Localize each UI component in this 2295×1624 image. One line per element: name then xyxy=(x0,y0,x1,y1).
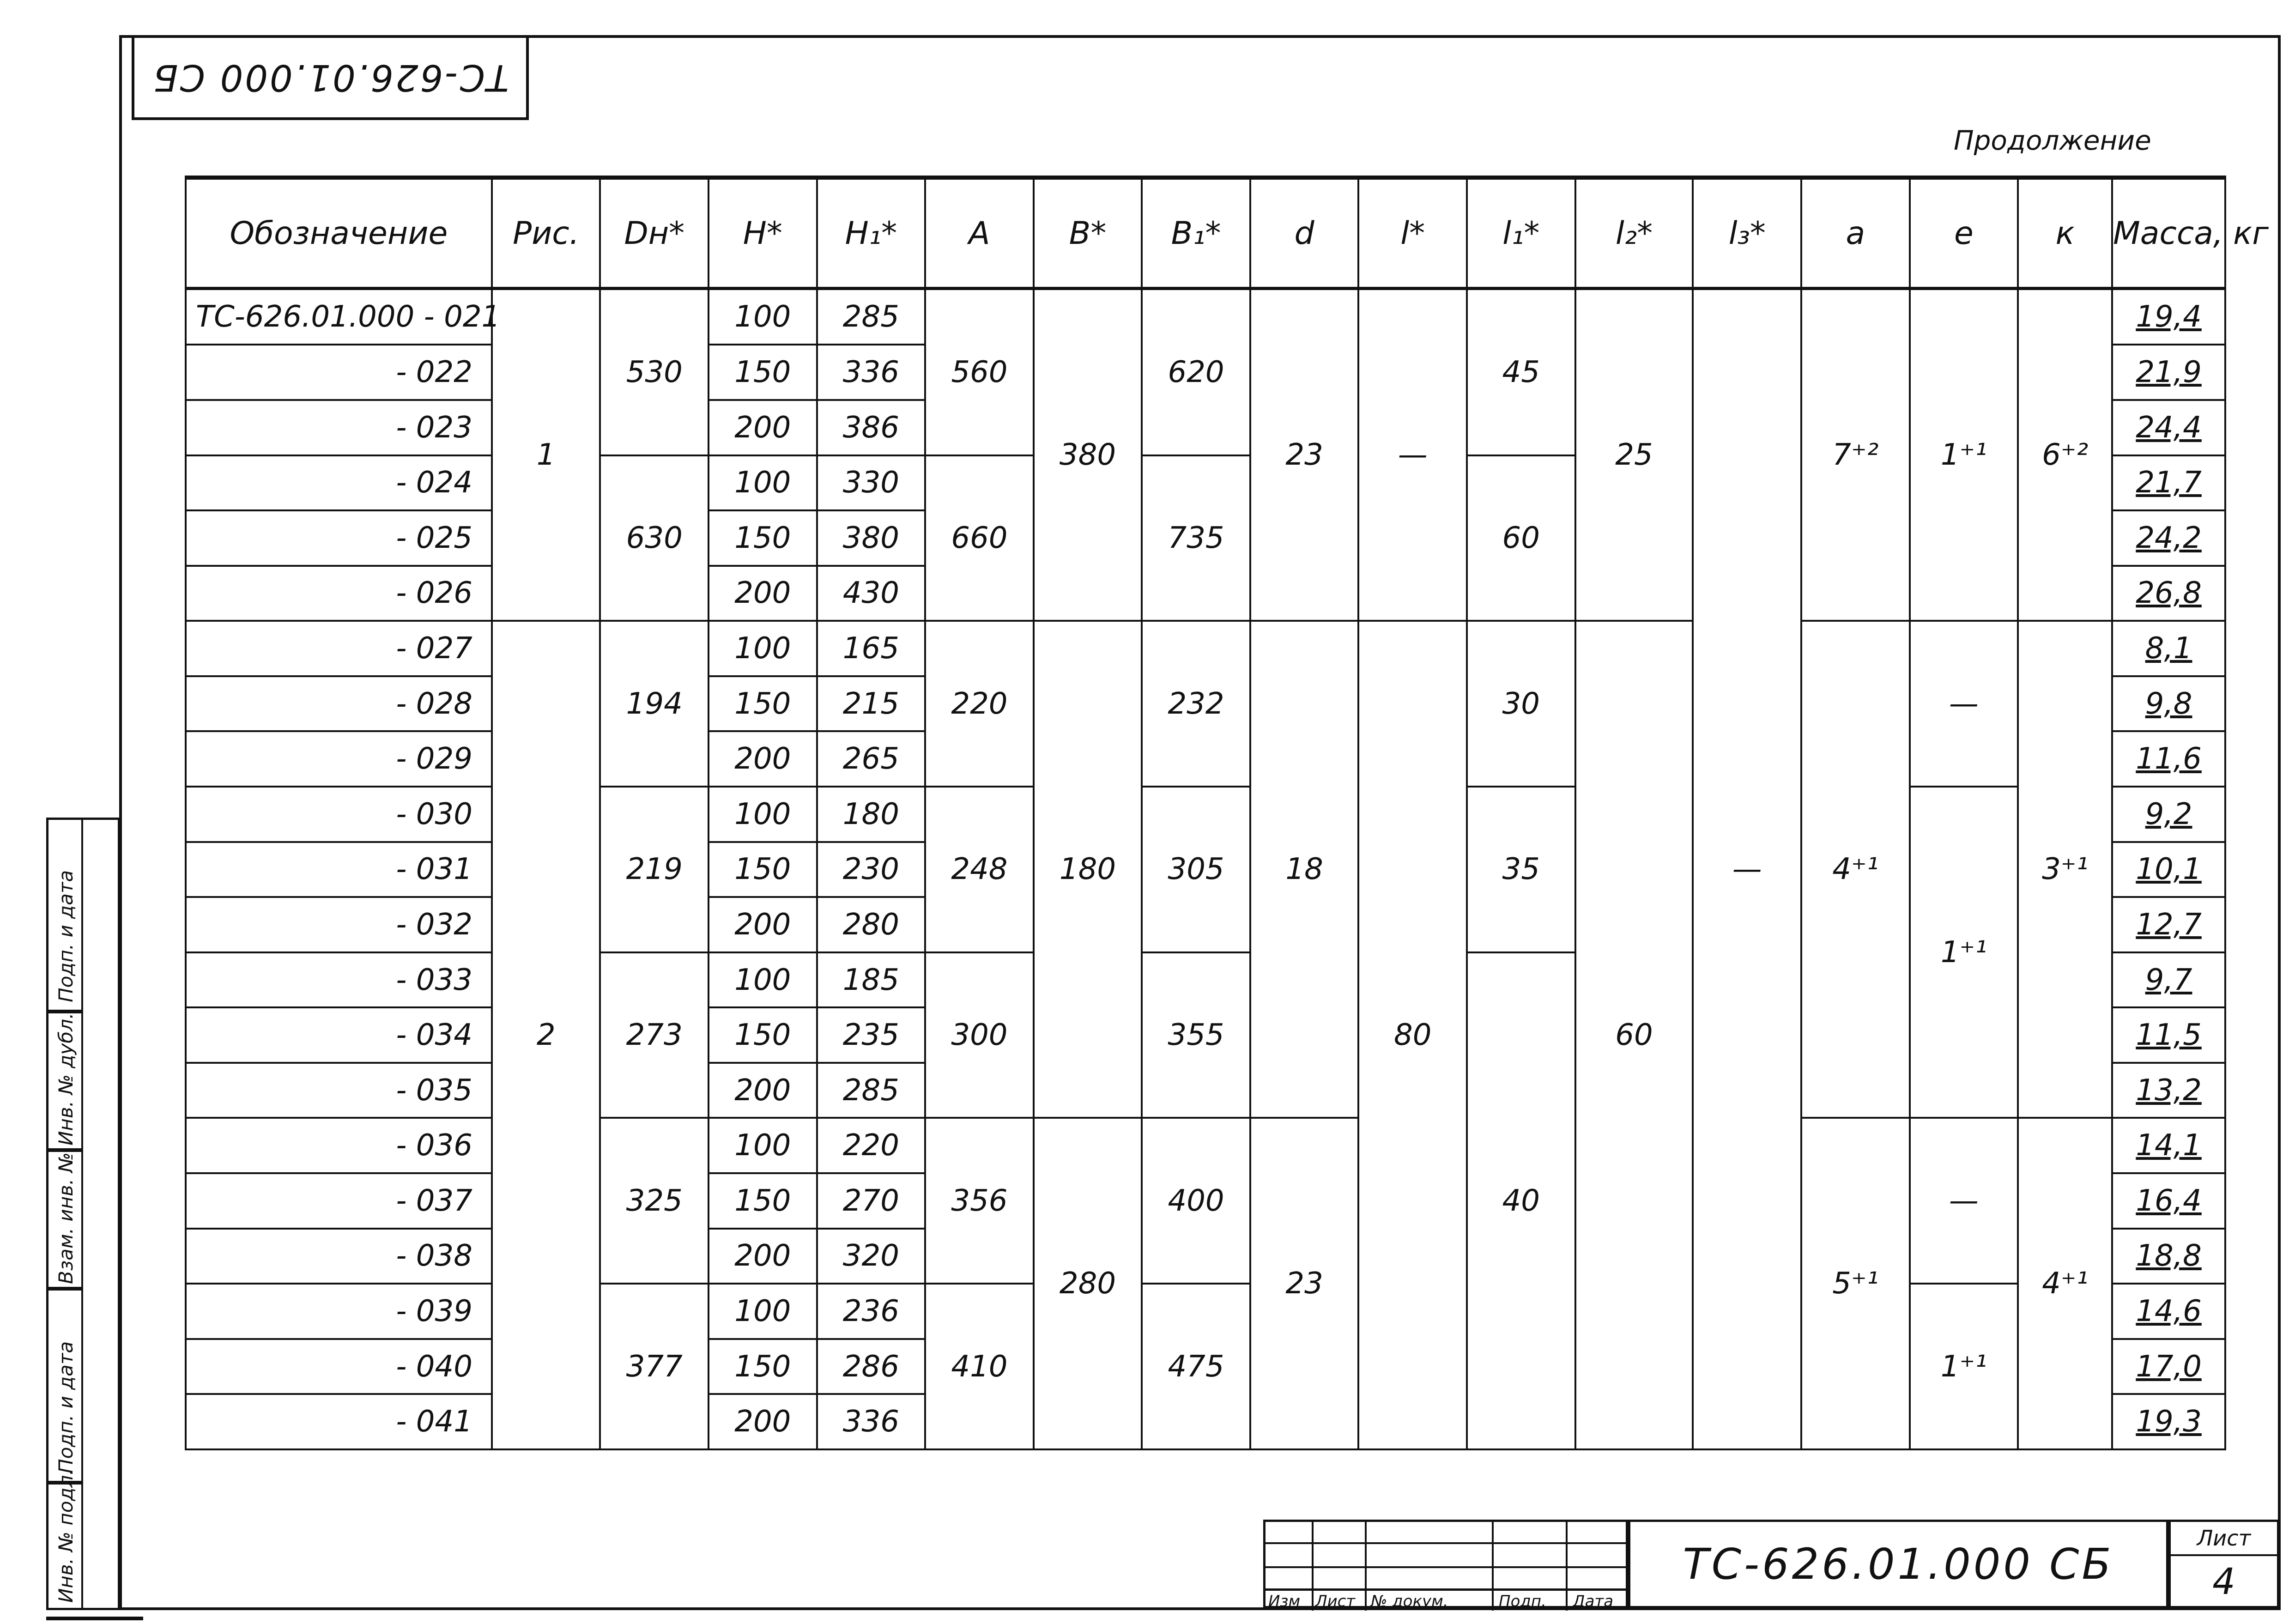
h-cell: 150 xyxy=(708,1339,817,1394)
table-row xyxy=(186,621,2225,676)
b1-cell: 475 xyxy=(1142,1284,1250,1449)
k-cell: 4⁺¹ xyxy=(2018,1118,2112,1449)
col-l3: l₃* xyxy=(1693,178,1801,289)
h-cell: 200 xyxy=(708,897,817,952)
l-cell: — xyxy=(1358,289,1467,621)
designation-cell: - 028 xyxy=(186,676,492,732)
h1-cell: 386 xyxy=(817,400,926,455)
designation-cell: - 031 xyxy=(186,842,492,897)
strip-label: Инв. № дубл. xyxy=(54,1012,77,1145)
sheet-number: 4 xyxy=(2212,1561,2235,1603)
h-cell: 150 xyxy=(708,676,817,732)
mass-cell: 14,6 xyxy=(2112,1284,2225,1339)
d-cell: 23 xyxy=(1250,1118,1359,1449)
dn-cell: 219 xyxy=(600,787,708,952)
stamp-header: Дата xyxy=(1573,1592,1614,1611)
h1-cell: 230 xyxy=(817,842,926,897)
designation-cell: - 038 xyxy=(186,1229,492,1284)
h-cell: 150 xyxy=(708,1007,817,1063)
mass-cell: 19,3 xyxy=(2112,1394,2225,1449)
l2-cell: 60 xyxy=(1575,621,1693,1449)
mass-cell: 11,6 xyxy=(2112,731,2225,787)
dn-cell: 530 xyxy=(600,289,708,455)
h-cell: 100 xyxy=(708,289,817,345)
h-cell: 100 xyxy=(708,952,817,1008)
h-cell: 200 xyxy=(708,731,817,787)
l2-cell: 25 xyxy=(1575,289,1693,621)
col-l: l* xyxy=(1358,178,1467,289)
h-cell: 200 xyxy=(708,1229,817,1284)
dn-cell: 273 xyxy=(600,952,708,1118)
col-h: H* xyxy=(708,178,817,289)
h1-cell: 330 xyxy=(817,455,926,511)
mass-cell: 24,4 xyxy=(2112,400,2225,455)
h-cell: 100 xyxy=(708,787,817,842)
l3-cell: — xyxy=(1693,289,1801,1450)
l1-cell: 45 xyxy=(1467,289,1575,455)
col-a: A xyxy=(925,178,1034,289)
h-cell: 100 xyxy=(708,455,817,511)
e-cell: — xyxy=(1910,621,2018,787)
title-stamp xyxy=(1263,1520,2279,1611)
mass-cell: 24,2 xyxy=(2112,510,2225,566)
a-cell: 560 xyxy=(925,289,1034,455)
e-cell: 1⁺¹ xyxy=(1910,1284,2018,1449)
h1-cell: 185 xyxy=(817,952,926,1008)
fig-cell: 1 xyxy=(492,289,600,621)
stamp-header: Изм xyxy=(1268,1592,1301,1611)
col-fig: Рис. xyxy=(492,178,600,289)
sheet-box xyxy=(2168,1520,2279,1608)
dn-cell: 194 xyxy=(600,621,708,787)
mass-cell: 10,1 xyxy=(2112,842,2225,897)
specification-table xyxy=(185,176,2269,1450)
designation-cell: - 025 xyxy=(186,510,492,566)
h1-cell: 285 xyxy=(817,1063,926,1118)
h1-cell: 220 xyxy=(817,1118,926,1173)
l1-cell: 40 xyxy=(1467,952,1575,1449)
header-row xyxy=(186,178,2225,289)
b-cell: 180 xyxy=(1034,621,1142,1118)
col-k: к xyxy=(2018,178,2112,289)
b1-cell: 232 xyxy=(1142,621,1250,787)
col-b1: B₁* xyxy=(1142,178,1250,289)
h-cell: 150 xyxy=(708,345,817,400)
mass-cell: 13,2 xyxy=(2112,1063,2225,1118)
k-cell: 6⁺² xyxy=(2018,289,2112,621)
h1-cell: 285 xyxy=(817,289,926,345)
l-cell: 80 xyxy=(1358,621,1467,1449)
designation-cell: ТС-626.01.000 - 021 xyxy=(186,289,492,345)
h-cell: 200 xyxy=(708,566,817,621)
a-small-cell: 5⁺¹ xyxy=(1801,1118,1910,1449)
designation-cell: - 023 xyxy=(186,400,492,455)
d-cell: 18 xyxy=(1250,621,1359,1118)
a-cell: 660 xyxy=(925,455,1034,621)
mass-cell: 18,8 xyxy=(2112,1229,2225,1284)
mass-cell: 21,9 xyxy=(2112,345,2225,400)
h-cell: 150 xyxy=(708,510,817,566)
col-e: e xyxy=(1910,178,2018,289)
dn-cell: 377 xyxy=(600,1284,708,1449)
h1-cell: 165 xyxy=(817,621,926,676)
stamp-header: Лист xyxy=(1315,1592,1356,1611)
strip-label: Взам. инв. № xyxy=(54,1152,77,1284)
a-cell: 248 xyxy=(925,787,1034,952)
mass-cell: 11,5 xyxy=(2112,1007,2225,1063)
h1-cell: 380 xyxy=(817,510,926,566)
mass-cell: 9,2 xyxy=(2112,787,2225,842)
b1-cell: 305 xyxy=(1142,787,1250,952)
mass-cell: 12,7 xyxy=(2112,897,2225,952)
designation-cell: - 029 xyxy=(186,731,492,787)
b1-cell: 400 xyxy=(1142,1118,1250,1284)
designation-cell: - 035 xyxy=(186,1063,492,1118)
revision-grid xyxy=(1263,1520,1628,1611)
h-cell: 200 xyxy=(708,1394,817,1449)
rotated-title-block xyxy=(132,37,529,120)
h-cell: 200 xyxy=(708,400,817,455)
h-cell: 150 xyxy=(708,1173,817,1229)
stamp-drawing-code: ТС-626.01.000 СБ xyxy=(1628,1520,2168,1608)
col-designation: Обозначение xyxy=(186,178,492,289)
col-h1: H₁* xyxy=(817,178,926,289)
col-l1: l₁* xyxy=(1467,178,1575,289)
dn-cell: 630 xyxy=(600,455,708,621)
designation-cell: - 041 xyxy=(186,1394,492,1449)
a-cell: 300 xyxy=(925,952,1034,1118)
stamp-header: Подп. xyxy=(1499,1592,1546,1611)
h1-cell: 320 xyxy=(817,1229,926,1284)
h-cell: 200 xyxy=(708,1063,817,1118)
h-cell: 100 xyxy=(708,1118,817,1173)
table-row xyxy=(186,787,2225,842)
mass-cell: 21,7 xyxy=(2112,455,2225,511)
designation-cell: - 032 xyxy=(186,897,492,952)
a-cell: 220 xyxy=(925,621,1034,787)
a-small-cell: 4⁺¹ xyxy=(1801,621,1910,1118)
mass-cell: 9,8 xyxy=(2112,676,2225,732)
h1-cell: 180 xyxy=(817,787,926,842)
h-cell: 150 xyxy=(708,842,817,897)
designation-cell: - 037 xyxy=(186,1173,492,1229)
h1-cell: 336 xyxy=(817,345,926,400)
col-dn: Dн* xyxy=(600,178,708,289)
strip-label: Подп. и дата xyxy=(54,1341,77,1473)
designation-cell: - 033 xyxy=(186,952,492,1008)
designation-cell: - 022 xyxy=(186,345,492,400)
d-cell: 23 xyxy=(1250,289,1359,621)
l1-cell: 60 xyxy=(1467,455,1575,621)
designation-cell: - 027 xyxy=(186,621,492,676)
mass-cell: 19,4 xyxy=(2112,289,2225,345)
col-mass: Масса, кг xyxy=(2112,178,2225,289)
h1-cell: 235 xyxy=(817,1007,926,1063)
designation-cell: - 024 xyxy=(186,455,492,511)
h1-cell: 286 xyxy=(817,1339,926,1394)
sheet-label: Лист xyxy=(2171,1522,2277,1556)
col-a-small: a xyxy=(1801,178,1910,289)
h-cell: 100 xyxy=(708,1284,817,1339)
mass-cell: 14,1 xyxy=(2112,1118,2225,1173)
mass-cell: 16,4 xyxy=(2112,1173,2225,1229)
corner-mark xyxy=(46,1617,143,1620)
col-d: d xyxy=(1250,178,1359,289)
h1-cell: 270 xyxy=(817,1173,926,1229)
rotated-drawing-code: ТС-626.01.000 СБ xyxy=(151,56,509,98)
table-row xyxy=(186,1118,2225,1173)
designation-cell: - 036 xyxy=(186,1118,492,1173)
a-small-cell: 7⁺² xyxy=(1801,289,1910,621)
mass-cell: 17,0 xyxy=(2112,1339,2225,1394)
table-row xyxy=(186,1284,2225,1339)
col-b: B* xyxy=(1034,178,1142,289)
a-cell: 410 xyxy=(925,1284,1034,1449)
b1-cell: 735 xyxy=(1142,455,1250,621)
table-row xyxy=(186,289,2225,345)
designation-cell: - 030 xyxy=(186,787,492,842)
h1-cell: 265 xyxy=(817,731,926,787)
h-cell: 100 xyxy=(708,621,817,676)
b1-cell: 620 xyxy=(1142,289,1250,455)
strip-label: Подп. и дата xyxy=(54,870,77,1002)
dn-cell: 325 xyxy=(600,1118,708,1284)
b-cell: 380 xyxy=(1034,289,1142,621)
h1-cell: 236 xyxy=(817,1284,926,1339)
k-cell: 3⁺¹ xyxy=(2018,621,2112,1118)
designation-cell: - 039 xyxy=(186,1284,492,1339)
mass-cell: 9,7 xyxy=(2112,952,2225,1008)
l1-cell: 30 xyxy=(1467,621,1575,787)
designation-cell: - 034 xyxy=(186,1007,492,1063)
b-cell: 280 xyxy=(1034,1118,1142,1449)
mass-cell: 8,1 xyxy=(2112,621,2225,676)
h1-cell: 215 xyxy=(817,676,926,732)
designation-cell: - 026 xyxy=(186,566,492,621)
fig-cell: 2 xyxy=(492,621,600,1449)
h1-cell: 336 xyxy=(817,1394,926,1449)
col-l2: l₂* xyxy=(1575,178,1693,289)
e-cell: 1⁺¹ xyxy=(1910,289,2018,621)
continuation-label: Продолжение xyxy=(1954,125,2151,156)
strip-label: Инв. № подл. xyxy=(54,1469,77,1603)
e-cell: 1⁺¹ xyxy=(1910,787,2018,1118)
h1-cell: 280 xyxy=(817,897,926,952)
b1-cell: 355 xyxy=(1142,952,1250,1118)
mass-cell: 26,8 xyxy=(2112,566,2225,621)
a-cell: 356 xyxy=(925,1118,1034,1284)
stamp-header: № докум. xyxy=(1371,1592,1448,1611)
h1-cell: 430 xyxy=(817,566,926,621)
l1-cell: 35 xyxy=(1467,787,1575,952)
designation-cell: - 040 xyxy=(186,1339,492,1394)
e-cell: — xyxy=(1910,1118,2018,1284)
